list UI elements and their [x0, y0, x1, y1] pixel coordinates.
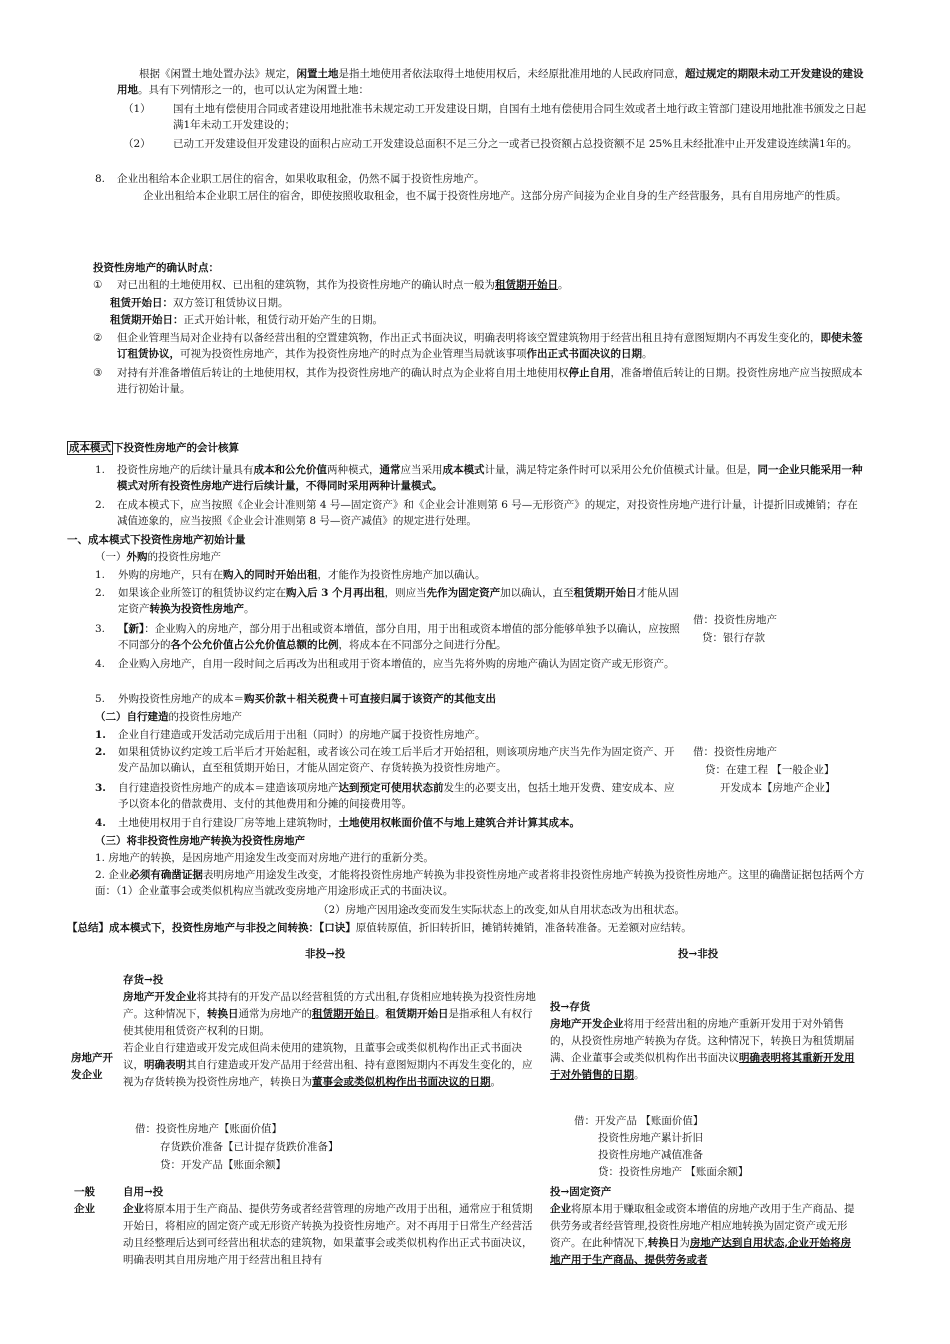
b3-num: 3.: [95, 782, 106, 794]
entry1-debit: 借：投资性房地产: [693, 614, 777, 626]
a5-num: 5.: [95, 693, 106, 705]
recognition-p2: 但企业管理当局对企业持有以备经营出租的空置建筑物，作出正式书面决议，明确表明将该空置建筑物用于经营出租且持有意图短期内不再发生变化的，即使未签订租赁协议，可视为投资性房地产，其作为投资性房地产的时点为企业管理当局就该事项作出正式书面决议的日期。: [117, 332, 863, 360]
idle-land-intro: 根据《闲置土地处置办法》规定，闲置土地是指土地使用者依法取得土地使用权后，未经原批准用地的人民政府同意，超过规定的期限未动工开发建设的建设用地。具有下列情形之一的，也可以认定为闲置土地：: [117, 68, 864, 96]
a2-text: 如果该企业所签订的租赁协议约定在购入后 3 个月再出租，则应当先作为固定资产加以确认，直至租赁期开始日才能从固定资产转换为投资性房地产。: [118, 587, 679, 615]
cost-n2: 在成本模式下，应当按照《企业会计准则第 4 号—固定资产》和《企业会计准则第 6 号—无形资产》的规定，对投资性房地产进行计量，计提折旧或摊销；存在减值迹象的，应当按照《企业会计准则第 8 号—资产减值》的规定进行处理。: [117, 499, 858, 527]
a5-text: 外购投资性房地产的成本＝购买价款＋相关税费＋可直接归属于该资产的其他支出: [118, 693, 496, 705]
sub3-heading: （三）将非投资性房地产转换为投资性房地产: [95, 835, 305, 847]
r2l-body: 企业将原本用于生产商品、提供劳务或者经营管理的房地产改用于出租，通常应于租赁期开始日，将相应的固定资产或无形资产转换为投资性房地产。对不再用于日常生产经营活动且经整理后达到可经营出租状态的建筑物，如果董事会或类似机构作出正式书面决议，明确表明其自用房地产用于经营出租且持有: [123, 1203, 533, 1266]
r1-entry-r4: 贷：投资性房地产 【账面余额】: [598, 1166, 749, 1178]
a3-text: 【新】：企业购入的房地产，部分用于出租或资本增值，部分自用，用于出租或资本增值的部分能够单独予以确认，应按照不同部分的各个公允价值占公允价值总额的比例，将成本在不同部分之间进行分配。: [118, 623, 680, 651]
b2-num: 2.: [95, 746, 106, 758]
cost-h1: 一、成本模式下投资性房地产初始计量: [67, 534, 246, 546]
cost-n1-num: 1.: [95, 464, 106, 476]
r1-entry-l2: 存货跌价准备【已计提存货跌价准备】: [160, 1141, 339, 1153]
b4-num: 4.: [95, 817, 106, 829]
recognition-p3-num: ③: [93, 367, 103, 379]
recognition-p2-num: ②: [93, 332, 103, 344]
r1l-title: 存货→投: [123, 974, 164, 986]
r1l-body: 房地产开发企业将其持有的开发产品以经营租赁的方式出租,存货相应地转换为投资性房地产。这种情况下，转换日通常为房地产的租赁期开始日。租赁期开始日是指承租人有权行使其使用租赁资产权利的日期。 若企业自行建造或开发完成但尚未使用的建筑物，且董事会或类似机构作出正式书面决议，明确表明其自行建造或开发产品用于经营出租、持有意图短期内不再发生变化的，应视为存货转换为投资性房地产，转换日为董事会或类似机构作出书面决议的日期。: [123, 991, 536, 1088]
table-head-right: 投→非投: [678, 948, 719, 960]
a1-num: 1.: [95, 569, 106, 581]
r1-entry-r3: 投资性房地产减值准备: [598, 1149, 703, 1161]
entry2-credit2: 开发成本【房地产企业】: [720, 782, 836, 794]
r1-entry-r2: 投资性房地产累计折旧: [598, 1132, 703, 1144]
recognition-p3: 对持有并准备增值后转让的土地使用权，其作为投资性房地产的确认时点为企业将自用土地使用权停止自用，准备增值后转让的日期。投资性房地产应当按照成本进行初始计量。: [117, 367, 863, 395]
r1-entry-l1: 借：投资性房地产【账面价值】: [135, 1123, 282, 1135]
idle-item2-num: （2）: [123, 138, 151, 150]
summary-line: 【总结】成本模式下，投资性房地产与非投之间转换：【口诀】原值转原值，折旧转折旧，摊销转摊销，准备转准备。无差额对应结转。: [67, 922, 692, 934]
idle-item1-text: 国有土地有偿使用合同或者建设用地批准书未规定动工开发建设日期，自国有土地有偿使用合同生效或者土地行政主管部门建设用地批准书颁发之日起满1年未动工开发建设的；: [173, 103, 866, 131]
b4-text: 土地使用权用于自行建设厂房等地上建筑物时，土地使用权帐面价值不与地上建筑合并计算其成本。: [118, 817, 580, 829]
r1-entry-r1: 借：开发产品 【账面价值】: [574, 1115, 704, 1127]
entry2-debit: 借：投资性房地产: [693, 746, 777, 758]
r2l-title: 自用→投: [123, 1186, 164, 1198]
b1-text: 企业自行建造或开发活动完成后用于出租（同时）的房地产属于投资性房地产。: [118, 729, 486, 741]
r1r-title: 投→存货: [550, 1001, 591, 1013]
entry1-credit: 贷：银行存款: [702, 632, 765, 644]
recognition-p1: 对已出租的土地使用权、已出租的建筑物，其作为投资性房地产的确认时点一般为租赁期开始日。: [117, 279, 569, 291]
a4-text: 企业购入房地产，自用一段时间之后再改为出租或用于资本增值的，应当先将外购的房地产确认为固定资产或无形资产。: [118, 658, 675, 670]
lease-term-def: 租赁期开始日：正式开始计帐，租赁行动开始产生的日期。: [110, 314, 383, 326]
b1-num: 1.: [95, 729, 106, 741]
a3-num: 3.: [95, 623, 106, 635]
c2-text: 2. 企业必须有确凿证据表明房地产用途发生改变，才能将投资性房地产转换为非投资性房地产或者将非投资性房地产转换为投资性房地产。这里的确凿证据包括两个方面：（1）企业董事会或类似机构应当就改变房地产用途形成正式的书面决议。: [95, 869, 865, 897]
sub1-heading: （一）外购的投资性房地产: [95, 551, 221, 563]
a2-num: 2.: [95, 587, 106, 599]
entry2-credit1: 贷：在建工程 【一般企业】: [705, 764, 835, 776]
r2r-title: 投→固定资产: [550, 1186, 612, 1198]
a1-text: 外购的房地产，只有在购入的同时开始出租，才能作为投资性房地产加以确认。: [118, 569, 486, 581]
sub2-heading: （二）自行建造的投资性房地产: [95, 711, 242, 723]
item8-num: 8.: [95, 173, 106, 185]
r1-entry-l3: 贷：开发产品【账面余额】: [160, 1159, 286, 1171]
recognition-title: 投资性房地产的确认时点：: [93, 262, 219, 274]
idle-item1-num: （1）: [123, 103, 151, 115]
idle-item2-text: 已动工开发建设但开发建设的面积占应动工开发建设总面积不足三分之一或者已投资额占总投资额不足 25%且未经批准中止开发建设连续满1年的。: [173, 138, 858, 150]
r2r-body: 企业将原本用于赚取租金或资本增值的房地产改用于生产商品、提供劳务或者经营管理,投资性房地产相应地转换为固定资产或无形资产。在此种情况下,转换日为房地产达到自用状态,企业开始将房地产用于生产商品、提供劳务或者: [550, 1203, 855, 1266]
item8-text: 企业出租给本企业职工居住的宿舍，如果收取租金，仍然不属于投资性房地产。: [117, 173, 485, 185]
item8-note: 企业出租给本企业职工居住的宿舍，即使按照收取租金，也不属于投资性房地产。这部分房产间接为企业自身的生产经营服务，具有自用房地产的性质。: [143, 190, 847, 202]
row1-label: 房地产开发企业: [71, 1052, 113, 1081]
r1r-body: 房地产开发企业将用于经营出租的房地产重新开发用于对外销售的，从投资性房地产转换为存货。这种情况下，转换日为租赁期届满、企业董事会或类似机构作出书面决议明确表明将其重新开发用于对外销售的日期。: [550, 1018, 855, 1081]
recognition-p1-num: ①: [93, 279, 103, 291]
row2-label-b: 企业: [74, 1203, 95, 1215]
c3-text: （2）房地产因用途改变而发生实际状态上的改变,如从自用状态改为出租状态。: [318, 904, 686, 916]
b2-text: 如果租赁协议约定竣工后半后才开始起租，或者该公司在竣工后半后才开始招租，则该项房地产庆当先作为固定资产、开发产品加以确认，直至租赁期开始日，才能从固定资产、存货转换为投资性房地产。: [118, 746, 675, 774]
cost-n2-num: 2.: [95, 499, 106, 511]
cost-n1: 投资性房地产的后续计量具有成本和公允价值两种模式，通常应当采用成本模式计量，满足特定条件时可以采用公允价值模式计量。但是，同一企业只能采用一种模式对所有投资性房地产进行后续计量，不得同时采用两种计量模式。: [117, 464, 863, 492]
cost-model-title: 成本模式 下投资性房地产的会计核算: [69, 442, 239, 454]
table-head-left: 非投→投: [305, 948, 346, 960]
b3-text: 自行建造投资性房地产的成本＝建造该项房地产达到预定可使用状态前发生的必要支出，包括土地开发费、建安成本、应予以资本化的借款费用、支付的其他费用和分摊的间接费用等。: [118, 782, 675, 810]
a4-num: 4.: [95, 658, 106, 670]
row2-label-a: 一般: [74, 1186, 95, 1198]
lease-start-def: 租赁开始日：双方签订租赁协议日期。: [110, 297, 289, 309]
c1-text: 1. 房地产的转换，是因房地产用途发生改变而对房地产进行的重新分类。: [95, 852, 434, 864]
